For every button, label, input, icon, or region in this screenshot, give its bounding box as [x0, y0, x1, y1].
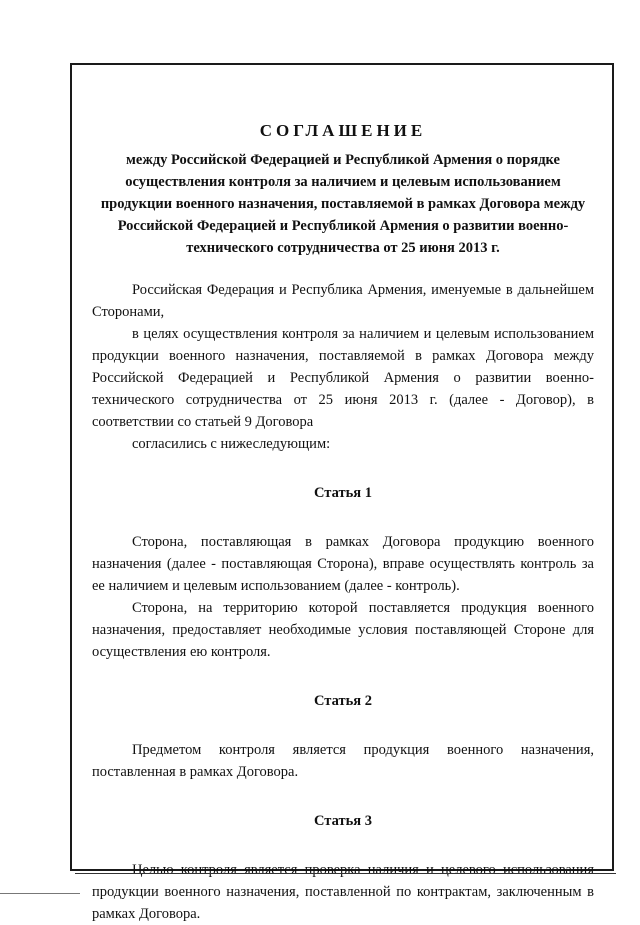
article-1-paragraph-2: Сторона, на территорию которой поставляется продукция военного назначения, предоставляет необходимые условия поставляющей Стороне для осуществления ею контроля.: [92, 600, 594, 660]
article-2-paragraph-1: Предметом контроля является продукция военного назначения, поставленная в рамках Договора.: [92, 742, 594, 780]
document-frame: [70, 63, 614, 922]
preamble-paragraph-1: Российская Федерация и Республика Армения, именуемые в дальнейшем Сторонами,: [92, 282, 594, 320]
document-subtitle: между Российской Федерацией и Республикой Армения о порядке осуществления контроля за наличием и целевым использованием продукции военного назначения, поставляемой в рамках Договора между Российской Федерацией и Республикой Армения о развитии военно-технического сотрудничества от 25 июня 2013 г.: [100, 152, 586, 256]
document-body: [92, 121, 594, 925]
article-1-heading: Статья 1: [314, 485, 372, 501]
article-1-paragraph-1: Сторона, поставляющая в рамках Договора продукцию военного назначения (далее - поставляющая Сторона), вправе осуществлять контроль за ее наличием и целевым использованием (далее - контроль).: [92, 534, 594, 594]
article-3-paragraph-1: Целью контроля является проверка наличия и целевого использования продукции военного назначения, поставленной по контрактам, заключенным в рамках Договора.: [92, 862, 594, 922]
preamble-paragraph-3: согласились с нижеследующим:: [132, 436, 331, 452]
article-3-heading: Статья 3: [314, 813, 372, 829]
article-2-heading: Статья 2: [314, 693, 372, 709]
preamble-paragraph-2: в целях осуществления контроля за наличием и целевым использованием продукции военного назначения, поставляемой в рамках Договора между Российской Федерацией и Республикой Армения о развитии военно-технического сотрудничества от 25 июня 2013 г. (далее - Договор), в соответствии со статьей 9 Договора: [92, 326, 594, 430]
document-title: СОГЛАШЕНИЕ: [259, 121, 427, 140]
scan-edge-line: [0, 893, 80, 894]
